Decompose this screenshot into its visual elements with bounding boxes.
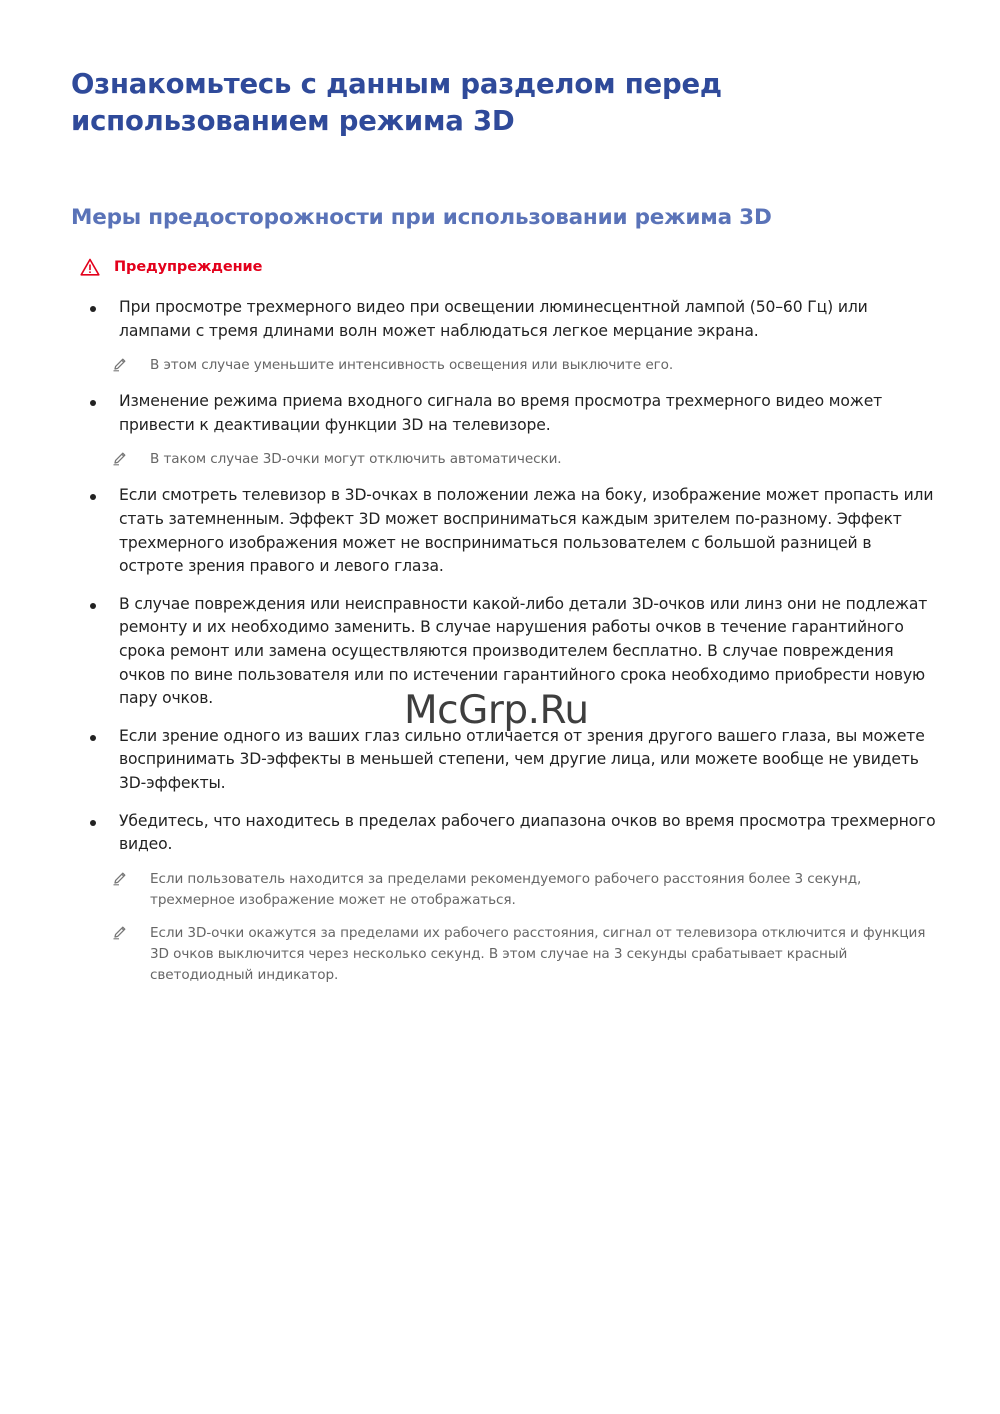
pencil-note-icon xyxy=(112,450,128,466)
list-item-text: Изменение режима приема входного сигнала во время просмотра трехмерного видео может привести к деактивации функции 3D на телевизоре. xyxy=(119,392,883,434)
bullet-dot-icon xyxy=(90,306,96,312)
list-item-text: При просмотре трехмерного видео при освещении люминесцентной лампой (50–60 Гц) или лампами с тремя длинами волн может наблюдаться легкое мерцание экрана. xyxy=(119,298,868,340)
pencil-note-icon xyxy=(112,356,128,372)
section-title: Меры предосторожности при использовании режима 3D xyxy=(71,205,772,230)
note-item xyxy=(90,923,940,986)
warning-label: Предупреждение xyxy=(114,259,263,275)
bullet-dot-icon xyxy=(90,820,96,826)
list-item-text: Убедитесь, что находитесь в пределах рабочего диапазона очков во время просмотра трехмерного видео. xyxy=(119,811,936,854)
bullet-dot-icon xyxy=(90,735,96,741)
list-item xyxy=(90,725,940,796)
list-item xyxy=(90,484,940,578)
note-item xyxy=(90,869,940,911)
note-item xyxy=(90,449,940,470)
warning-header xyxy=(80,256,262,278)
note-text: В таком случае 3D-очки могут отключить автоматически. xyxy=(150,451,562,468)
watermark-text: McGrp.Ru xyxy=(404,688,589,733)
list-item xyxy=(90,390,940,437)
list-item xyxy=(90,296,940,343)
pencil-note-icon xyxy=(112,924,128,940)
note-text: В этом случае уменьшите интенсивность освещения или выключите его. xyxy=(150,357,674,374)
bullet-dot-icon xyxy=(90,400,96,406)
page-title: Ознакомьтесь с данным разделом перед использованием режима 3D xyxy=(71,68,722,137)
note-item xyxy=(90,355,940,376)
list-item-text: Если зрение одного из ваших глаз сильно отличается от зрения другого вашего глаза, вы можете воспринимать 3D-эффекты в меньшей степени, чем другие лица, или можете вообще не увидеть 3D-эффекты. xyxy=(119,726,925,792)
warning-triangle-icon xyxy=(80,258,100,276)
pencil-note-icon xyxy=(112,870,128,886)
list-item-text: В случае повреждения или неисправности какой-либо детали 3D-очков или линз они не подлежат ремонту и их необходимо заменить. В случае нарушения работы очков в течение гарантийного срока ремонт или замена осуществляются производителем бесплатно. В случае повреждения очков по вине пользователя или по истечении гарантийного срока необходимо приобрести новую пару очков. xyxy=(119,594,928,708)
note-text: Если пользователь находится за пределами рекомендуемого рабочего расстояния более 3 секунд, трехмерное изображение может не отображаться. xyxy=(150,870,862,908)
bullet-dot-icon xyxy=(90,603,96,609)
precautions-list xyxy=(90,296,940,1000)
bullet-dot-icon xyxy=(90,494,96,500)
note-text: Если 3D-очки окажутся за пределами их рабочего расстояния, сигнал от телевизора отключится и функция 3D очков выключится через несколько секунд. В этом случае на 3 секунды срабатывает красный светодиодный индикатор. xyxy=(150,924,926,983)
list-item xyxy=(90,810,940,857)
list-item-text: Если смотреть телевизор в 3D-очках в положении лежа на боку, изображение может пропасть или стать затемненным. Эффект 3D может восприниматься каждым зрителем по-разному. Эффект трехмерного изображения может не восприниматься пользователем с большой разницей в остроте зрения правого и левого глаза. xyxy=(119,486,934,576)
